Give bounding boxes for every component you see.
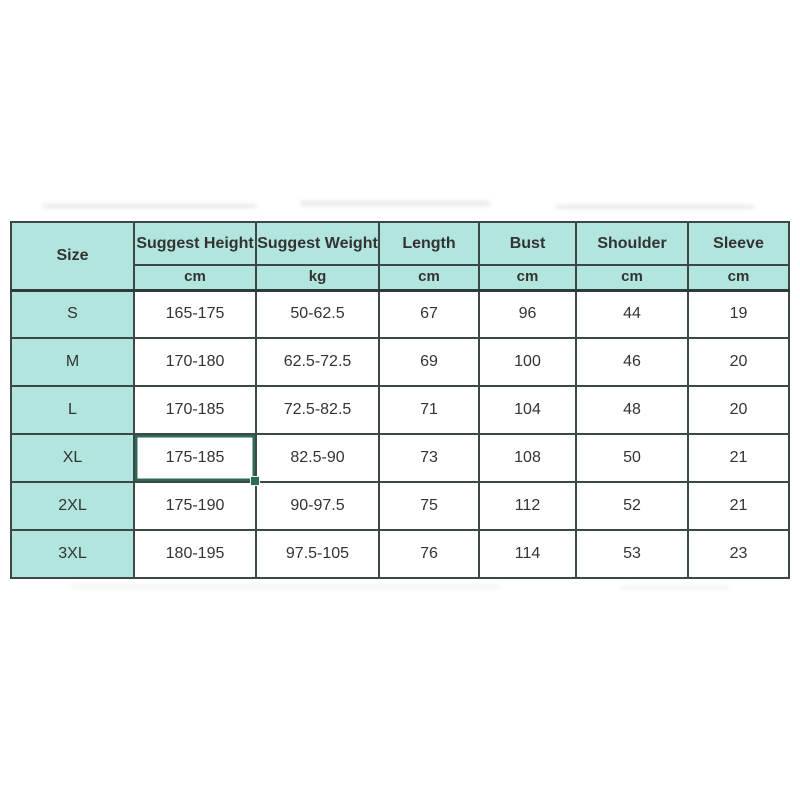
cell-length[interactable]: 71 bbox=[379, 386, 479, 434]
cell-bust[interactable]: 108 bbox=[479, 434, 576, 482]
cell-shoulder[interactable]: 46 bbox=[576, 338, 688, 386]
table-row-2xl bbox=[11, 482, 789, 530]
cell-size[interactable]: L bbox=[11, 386, 134, 434]
cell-size[interactable]: 3XL bbox=[11, 530, 134, 578]
cell-height-selected[interactable]: 175-185 bbox=[134, 434, 256, 482]
table-row-xl bbox=[11, 434, 789, 482]
cell-length[interactable]: 67 bbox=[379, 290, 479, 338]
header-length[interactable]: Length bbox=[379, 222, 479, 265]
header-bust[interactable]: Bust bbox=[479, 222, 576, 265]
cell-sleeve[interactable]: 20 bbox=[688, 386, 789, 434]
size-chart-table bbox=[10, 221, 790, 579]
cell-size[interactable]: M bbox=[11, 338, 134, 386]
unit-length[interactable]: cm bbox=[379, 265, 479, 290]
cell-bust[interactable]: 114 bbox=[479, 530, 576, 578]
cell-sleeve[interactable]: 20 bbox=[688, 338, 789, 386]
cell-weight[interactable]: 62.5-72.5 bbox=[256, 338, 379, 386]
artifact-smudge bbox=[70, 585, 500, 588]
table-row-m bbox=[11, 338, 789, 386]
cell-weight[interactable]: 72.5-82.5 bbox=[256, 386, 379, 434]
cell-sleeve[interactable]: 21 bbox=[688, 482, 789, 530]
unit-sleeve[interactable]: cm bbox=[688, 265, 789, 290]
selection-handle[interactable] bbox=[250, 476, 260, 486]
cell-weight[interactable]: 82.5-90 bbox=[256, 434, 379, 482]
cell-length[interactable]: 73 bbox=[379, 434, 479, 482]
cell-bust[interactable]: 96 bbox=[479, 290, 576, 338]
unit-bust[interactable]: cm bbox=[479, 265, 576, 290]
cell-length[interactable]: 76 bbox=[379, 530, 479, 578]
unit-weight[interactable]: kg bbox=[256, 265, 379, 290]
cell-height[interactable]: 170-185 bbox=[134, 386, 256, 434]
cell-height[interactable]: 165-175 bbox=[134, 290, 256, 338]
unit-shoulder[interactable]: cm bbox=[576, 265, 688, 290]
cell-shoulder[interactable]: 53 bbox=[576, 530, 688, 578]
cell-bust[interactable]: 104 bbox=[479, 386, 576, 434]
cell-height[interactable]: 170-180 bbox=[134, 338, 256, 386]
cell-bust[interactable]: 112 bbox=[479, 482, 576, 530]
artifact-smudge bbox=[555, 205, 755, 209]
cell-weight[interactable]: 50-62.5 bbox=[256, 290, 379, 338]
unit-height[interactable]: cm bbox=[134, 265, 256, 290]
cell-height[interactable]: 175-190 bbox=[134, 482, 256, 530]
artifact-smudge bbox=[300, 201, 490, 206]
cell-height[interactable]: 180-195 bbox=[134, 530, 256, 578]
table-row-3xl bbox=[11, 530, 789, 578]
cell-bust[interactable]: 100 bbox=[479, 338, 576, 386]
cell-weight[interactable]: 97.5-105 bbox=[256, 530, 379, 578]
artifact-smudge bbox=[620, 586, 730, 589]
header-size[interactable]: Size bbox=[11, 222, 134, 290]
header-suggest-weight[interactable]: Suggest Weight bbox=[256, 222, 379, 265]
header-sleeve[interactable]: Sleeve bbox=[688, 222, 789, 265]
cell-size[interactable]: S bbox=[11, 290, 134, 338]
cell-sleeve[interactable]: 19 bbox=[688, 290, 789, 338]
header-suggest-height[interactable]: Suggest Height bbox=[134, 222, 256, 265]
table-row-s bbox=[11, 290, 789, 338]
cell-sleeve[interactable]: 21 bbox=[688, 434, 789, 482]
header-row-titles bbox=[11, 222, 789, 265]
cell-shoulder[interactable]: 44 bbox=[576, 290, 688, 338]
cell-weight[interactable]: 90-97.5 bbox=[256, 482, 379, 530]
cell-size[interactable]: XL bbox=[11, 434, 134, 482]
cell-size[interactable]: 2XL bbox=[11, 482, 134, 530]
cell-length[interactable]: 75 bbox=[379, 482, 479, 530]
header-shoulder[interactable]: Shoulder bbox=[576, 222, 688, 265]
cell-sleeve[interactable]: 23 bbox=[688, 530, 789, 578]
table-row-l bbox=[11, 386, 789, 434]
cell-shoulder[interactable]: 50 bbox=[576, 434, 688, 482]
cell-shoulder[interactable]: 52 bbox=[576, 482, 688, 530]
cell-length[interactable]: 69 bbox=[379, 338, 479, 386]
artifact-smudge bbox=[42, 204, 257, 208]
cell-shoulder[interactable]: 48 bbox=[576, 386, 688, 434]
